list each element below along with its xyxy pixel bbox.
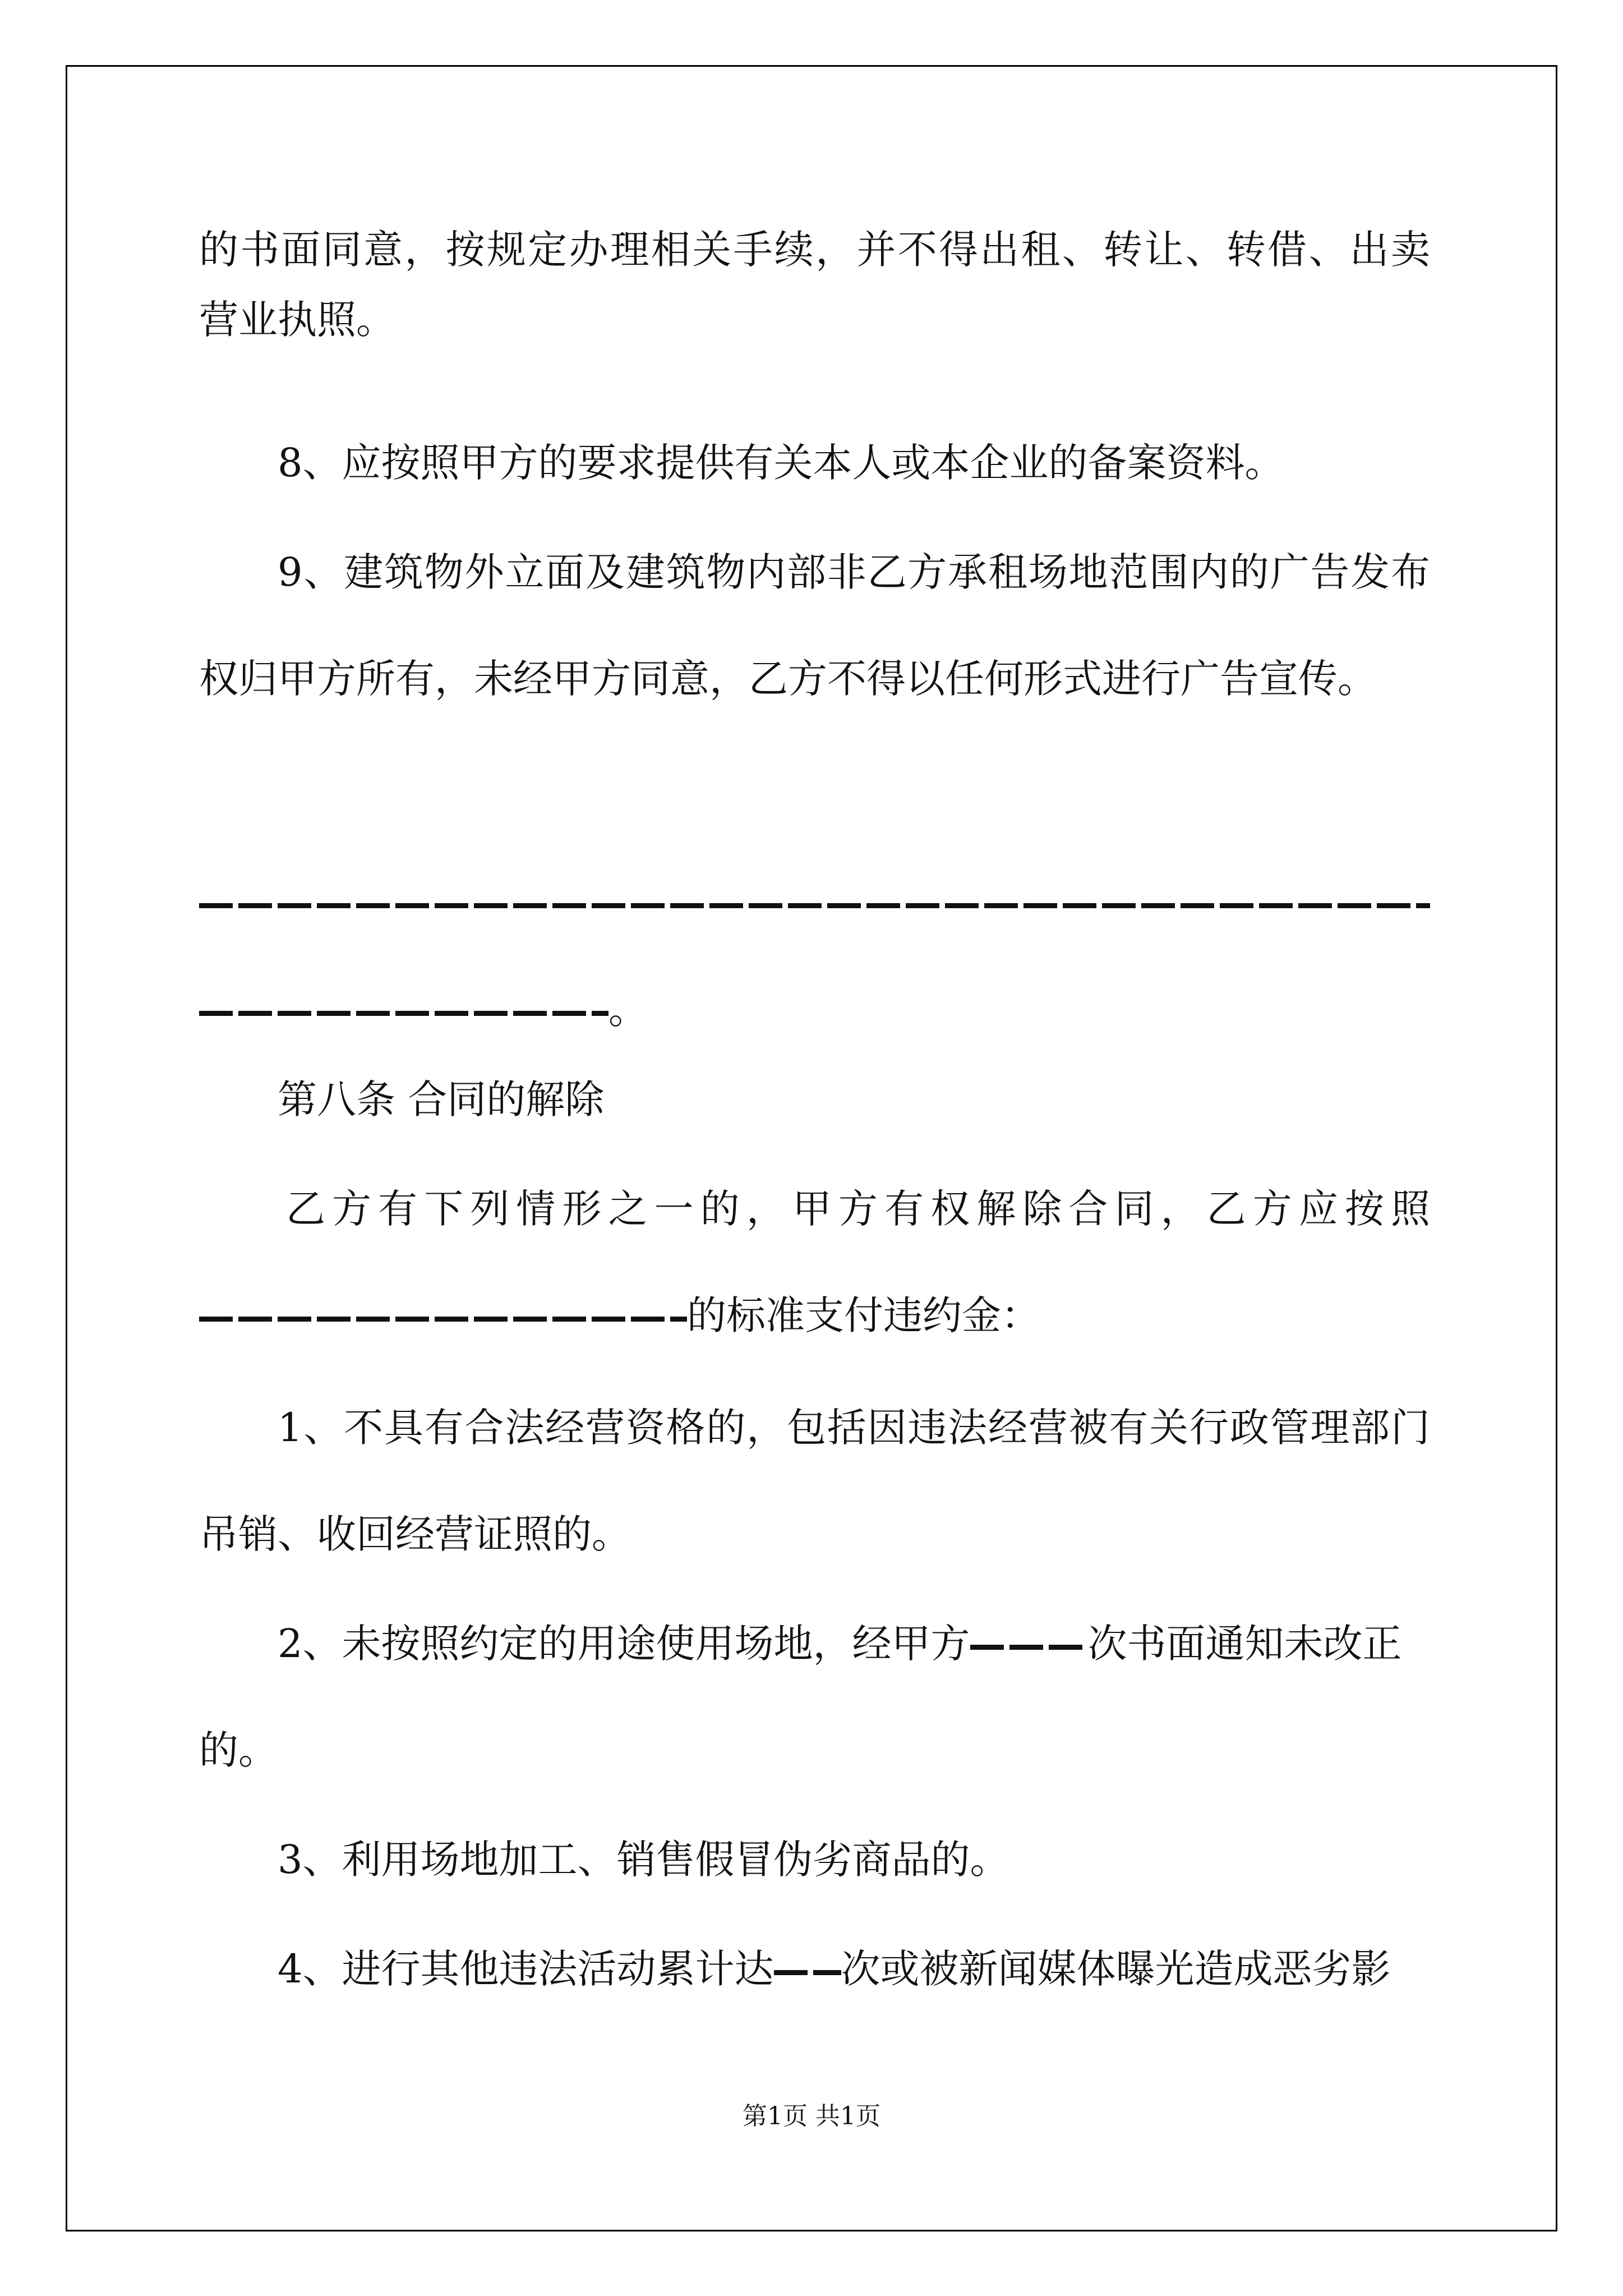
blank-underline	[774, 1970, 841, 1975]
penalty-line: 的标准支付违约金：	[199, 1290, 1040, 1341]
paragraph-line: 的书面同意，按规定办理相关手续，并不得出租、转让、转借、出卖	[199, 227, 1430, 273]
termination-item-2: 2、未按照约定的用途使用场地，经甲方 次书面通知未改正	[278, 1621, 1402, 1667]
page-footer: 第1页 共1页	[743, 2102, 880, 2131]
article-8-heading: 第八条 合同的解除	[278, 1076, 605, 1122]
paragraph-line: 吊销、收回经营证照的。	[199, 1511, 631, 1557]
clause-8: 8、应按照甲方的要求提供有关本人或本企业的备案资料。	[278, 440, 1284, 486]
termination-item-3: 3、利用场地加工、销售假冒伪劣商品的。	[278, 1837, 1009, 1883]
blank-underline	[199, 1317, 687, 1322]
termination-item-4: 4、进行其他违法活动累计达 次或被新闻媒体曝光造成恶劣影	[278, 1946, 1391, 1992]
paragraph-line: 的。	[199, 1727, 278, 1773]
termination-intro: 乙方有下列情形之一的，甲方有权解除合同，乙方应按照	[286, 1186, 1430, 1232]
termination-item-1: 1、不具有合法经营资格的，包括因违法经营被有关行政管理部门	[278, 1405, 1430, 1451]
clause-9: 9、建筑物外立面及建筑物内部非乙方承租场地范围内的广告发布	[278, 549, 1430, 595]
blank-fill-line	[199, 903, 1430, 908]
blank-underline	[199, 1011, 608, 1016]
paragraph-line: 营业执照。	[199, 297, 395, 343]
paragraph-line: 权归甲方所有，未经甲方同意，乙方不得以任何形式进行广告宣传。	[199, 656, 1377, 702]
blank-underline	[970, 1645, 1088, 1650]
blank-fill-line-end: 。	[199, 984, 648, 1035]
page-border	[66, 65, 1557, 2231]
